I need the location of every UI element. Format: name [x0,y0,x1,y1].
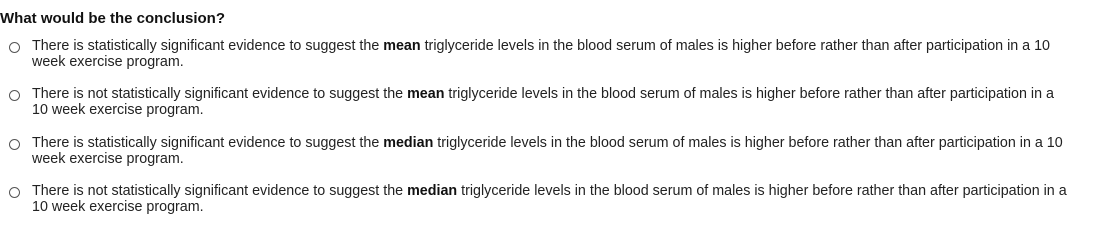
option-text-end: triglyceride levels in the blood serum of males is higher before rather than after participation in a 10 week exercise program. [32,135,1063,167]
answer-option-1[interactable] [9,38,1079,70]
answer-option-text [32,183,1072,215]
option-keyword: median [383,135,434,151]
option-text-end: triglyceride levels in the blood serum of males is higher before rather than after participation in a 10 week exercise program. [32,38,1051,70]
answer-option-3[interactable] [9,135,1079,167]
option-text-start: There is not statistically significant evidence to suggest the [32,86,408,102]
option-text-start: There is statistically significant evidence to suggest the [32,135,384,151]
option-keyword: mean [383,38,421,54]
answer-option-4[interactable] [9,183,1079,215]
answer-option-text [32,38,1072,70]
answer-option-text [32,135,1072,167]
option-keyword: median [407,183,458,199]
option-keyword: mean [407,86,445,102]
option-text-start: There is statistically significant evidence to suggest the [32,38,384,54]
answer-option-text [32,86,1072,118]
radio-button[interactable] [9,90,20,101]
answer-option-2[interactable] [9,86,1079,118]
question-prompt: What would be the conclusion? [0,10,225,27]
radio-button[interactable] [9,42,20,53]
option-text-end: triglyceride levels in the blood serum of males is higher before rather than after participation in a 10 week exercise program. [32,86,1054,118]
radio-button[interactable] [9,139,20,150]
radio-button[interactable] [9,187,20,198]
option-text-start: There is not statistically significant evidence to suggest the [32,183,408,199]
option-text-end: triglyceride levels in the blood serum of males is higher before rather than after participation in a 10 week exercise program. [32,183,1067,215]
